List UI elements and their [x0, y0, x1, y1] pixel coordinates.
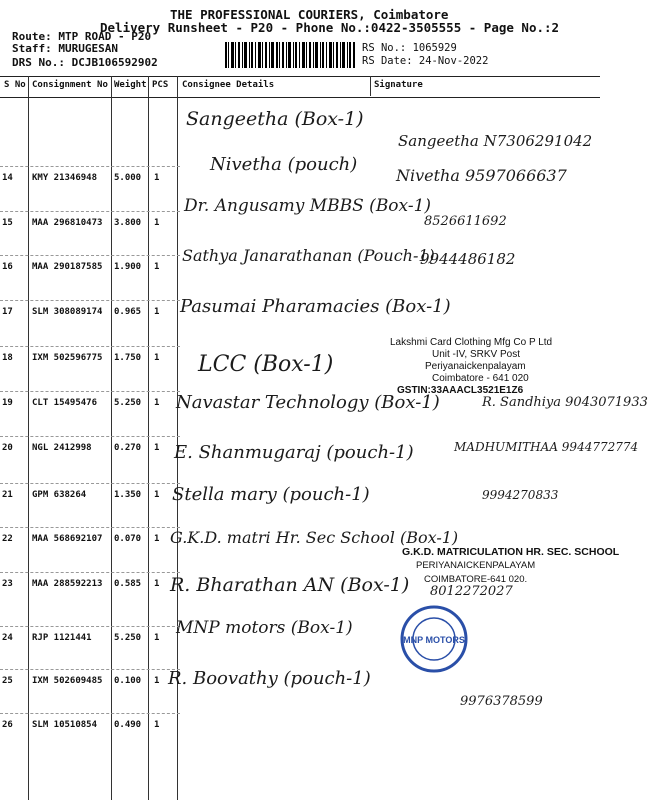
consignee-handwriting: Sangeetha (Box-1) — [186, 108, 364, 130]
sno-cell: 14 — [2, 173, 13, 183]
school-stamp-line: G.K.D. MATRICULATION HR. SEC. SCHOOL — [402, 546, 620, 558]
table-header — [0, 76, 600, 98]
row-separator — [0, 483, 180, 484]
col-consignment: Consignment No — [32, 80, 108, 90]
pcs-cell: 1 — [154, 262, 160, 272]
column-divider — [111, 76, 112, 800]
rs-date: RS Date: 24-Nov-2022 — [362, 55, 489, 67]
company-name: THE PROFESSIONAL COURIERS, Coimbatore — [170, 7, 449, 22]
sno-cell: 25 — [2, 676, 13, 686]
pcs-cell: 1 — [154, 353, 160, 363]
col-consignee: Consignee Details — [182, 80, 275, 90]
row-separator — [0, 166, 180, 167]
pcs-cell: 1 — [154, 398, 160, 408]
consignee-handwriting: LCC (Box-1) — [198, 352, 334, 377]
route-label: Route: MTP ROAD - P20 — [12, 30, 152, 43]
signature-handwriting: 8012272027 — [430, 584, 513, 599]
signature-handwriting: Sangeetha N7306291042 — [398, 132, 593, 150]
consignment-cell: SLM 10510854 — [32, 720, 98, 730]
barcode — [225, 42, 355, 68]
consignee-handwriting: E. Shanmugaraj (pouch-1) — [174, 442, 414, 463]
pcs-cell: 1 — [154, 443, 160, 453]
row-separator — [0, 300, 180, 301]
pcs-cell: 1 — [154, 307, 160, 317]
pcs-cell: 1 — [154, 534, 160, 544]
pcs-cell: 1 — [154, 633, 160, 643]
consignment-cell: MAA 568692107 — [32, 534, 103, 544]
consignment-cell: MAA 296810473 — [32, 218, 103, 228]
col-pcs: PCS — [152, 80, 169, 90]
rs-number: RS No.: 1065929 — [362, 42, 457, 54]
consignee-handwriting: Stella mary (pouch-1) — [172, 484, 370, 505]
col-signature: Signature — [374, 80, 423, 90]
weight-cell: 0.965 — [114, 307, 142, 317]
sno-cell: 20 — [2, 443, 13, 453]
company-stamp-line: GSTIN:33AAACL3521E1Z6 — [397, 385, 524, 396]
company-stamp-line: Lakshmi Card Clothing Mfg Co P Ltd — [390, 337, 553, 348]
school-stamp-line: COIMBATORE-641 020. — [424, 574, 528, 585]
consignment-cell: IXM 502596775 — [32, 353, 103, 363]
col-sno: S No — [4, 80, 26, 90]
column-divider — [28, 76, 29, 800]
consignee-handwriting: Sathya Janarathanan (Pouch-1) — [182, 246, 435, 265]
consignment-cell: SLM 308089174 — [32, 307, 103, 317]
weight-cell: 5.250 — [114, 398, 142, 408]
signature-handwriting: 9994270833 — [482, 488, 559, 502]
consignment-cell: CLT 15495476 — [32, 398, 98, 408]
weight-cell: 1.350 — [114, 490, 142, 500]
company-stamp-line: Coimbatore - 641 020 — [432, 373, 529, 384]
row-separator — [0, 527, 180, 528]
column-divider — [148, 76, 149, 800]
col-weight: Weight — [114, 80, 147, 90]
company-stamp-line: Unit -IV, SRKV Post — [432, 349, 520, 360]
consignee-handwriting: MNP motors (Box-1) — [176, 618, 353, 638]
signature-handwriting: R. Sandhiya 9043071933 — [482, 395, 648, 410]
sno-cell: 22 — [2, 534, 13, 544]
pcs-cell: 1 — [154, 579, 160, 589]
runsheet-header — [0, 0, 600, 78]
row-separator — [0, 436, 180, 437]
consignee-handwriting: G.K.D. matri Hr. Sec School (Box-1) — [170, 528, 459, 547]
row-separator — [0, 255, 180, 256]
signature-handwriting: Nivetha 9597066637 — [396, 166, 567, 185]
pcs-cell: 1 — [154, 720, 160, 730]
signature-handwriting: MADHUMITHAA 9944772774 — [454, 440, 639, 454]
row-separator — [0, 346, 180, 347]
consignment-cell: KMY 21346948 — [32, 173, 98, 183]
consignee-handwriting: Navastar Technology (Box-1) — [176, 392, 440, 413]
weight-cell: 0.270 — [114, 443, 142, 453]
pcs-cell: 1 — [154, 173, 160, 183]
column-divider — [177, 76, 178, 800]
consignment-cell: GPM 638264 — [32, 490, 87, 500]
consignment-cell: RJP 1121441 — [32, 633, 92, 643]
consignee-handwriting: R. Boovathy (pouch-1) — [168, 668, 371, 689]
consignee-handwriting: Pasumai Pharamacies (Box-1) — [180, 296, 451, 317]
sno-cell: 17 — [2, 307, 13, 317]
row-separator — [0, 713, 180, 714]
sno-cell: 21 — [2, 490, 13, 500]
consignment-cell: NGL 2412998 — [32, 443, 92, 453]
pcs-cell: 1 — [154, 490, 160, 500]
weight-cell: 5.000 — [114, 173, 142, 183]
sno-cell: 26 — [2, 720, 13, 730]
consignee-handwriting: Dr. Angusamy MBBS (Box-1) — [184, 196, 432, 216]
mnp-motors-stamp-icon — [400, 605, 468, 673]
weight-cell: 0.585 — [114, 579, 142, 589]
weight-cell: 1.900 — [114, 262, 142, 272]
signature-handwriting: 8526611692 — [424, 214, 507, 229]
consignment-cell: MAA 290187585 — [32, 262, 103, 272]
sno-cell: 24 — [2, 633, 13, 643]
weight-cell: 0.070 — [114, 534, 142, 544]
row-separator — [0, 391, 180, 392]
drs-number: DRS No.: DCJB106592902 — [12, 56, 158, 69]
weight-cell: 0.100 — [114, 676, 142, 686]
sno-cell: 19 — [2, 398, 13, 408]
row-separator — [0, 572, 180, 573]
staff-label: Staff: MURUGESAN — [12, 42, 118, 55]
sno-cell: 15 — [2, 218, 13, 228]
row-separator — [0, 669, 180, 670]
runsheet-title: Delivery Runsheet - P20 - Phone No.:0422-3505555 - Page No.:2 — [100, 20, 560, 35]
weight-cell: 1.750 — [114, 353, 142, 363]
row-separator — [0, 626, 180, 627]
row-separator — [0, 211, 180, 212]
company-stamp-line: Periyanaickenpalayam — [425, 361, 526, 372]
sno-cell: 16 — [2, 262, 13, 272]
pcs-cell: 1 — [154, 218, 160, 228]
sno-cell: 18 — [2, 353, 13, 363]
pcs-cell: 1 — [154, 676, 160, 686]
school-stamp-line: PERIYANAICKENPALAYAM — [416, 560, 536, 571]
consignment-cell: IXM 502609485 — [32, 676, 103, 686]
signature-handwriting: 9944486182 — [420, 250, 516, 268]
weight-cell: 3.800 — [114, 218, 142, 228]
sno-cell: 23 — [2, 579, 13, 589]
mnp-motors-label: MNP MOTORS — [403, 635, 465, 645]
consignment-cell: MAA 288592213 — [32, 579, 103, 589]
column-divider — [370, 76, 371, 96]
weight-cell: 5.250 — [114, 633, 142, 643]
weight-cell: 0.490 — [114, 720, 142, 730]
consignee-handwriting: R. Bharathan AN (Box-1) — [170, 574, 410, 596]
consignee-handwriting: Nivetha (pouch) — [210, 154, 358, 175]
signature-handwriting: 9976378599 — [460, 694, 543, 709]
